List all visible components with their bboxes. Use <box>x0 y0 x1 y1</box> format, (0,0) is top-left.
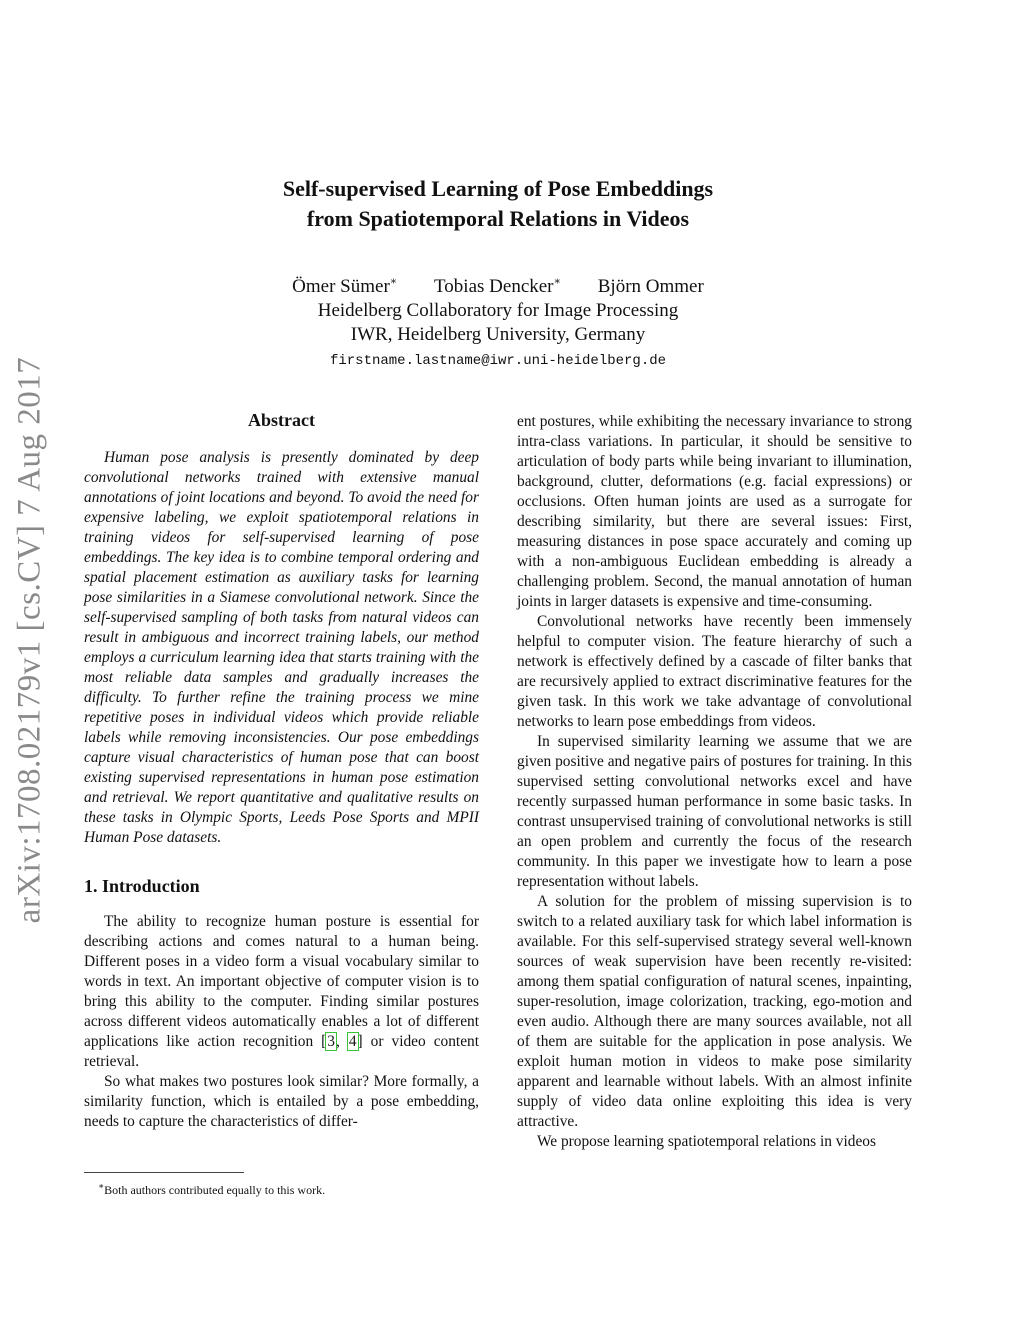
right-paragraph-2: Convolutional networks have recently been immensely helpful to computer vision. The feature hierarchy of such a network is effectively defined by a cascade of filter banks that are recursively applied to extract discriminative features for the given task. In this work we take advantage of convolutional networks to learn pose embeddings from videos. <box>517 613 912 730</box>
right-paragraph-1: ent postures, while exhibiting the necessary invariance to strong intra-class variations. In particular, it should be sensitive to articulation of body parts while being invariant to illumination, background, clutter, deformations (e.g. facial expressions) or occlusions. Often human joints are used as a surrogate for describing similarity, but there are several issues: First, measuring distances in pose space accurately and coming up with a non-ambiguous Euclidean embedding is already a challenging problem. Second, the manual annotation of human joints in larger datasets is expensive and time-consuming. <box>517 413 912 610</box>
right-paragraph-4: A solution for the problem of missing supervision is to switch to a related auxiliary task for which label information is available. For this self-supervised strategy several well-known sources of weak supervision have been recently re-visited: among them spatial configuration of natural scenes, inpainting, super-resolution, image colorization, tracking, ego-motion and even audio. Although there are many sources available, not all of them are suitable for the application in pose analysis. We exploit human motion in videos to make pose similarity apparent and learnable without labels. With an almost infinite supply of video data online exploiting this idea is very attractive. <box>517 893 912 1130</box>
citation-separator: , <box>335 1033 348 1050</box>
right-column <box>517 412 912 1152</box>
footnote <box>84 1178 325 1198</box>
author-3-name: Björn Ommer <box>597 276 704 298</box>
affiliation-line-1: Heidelberg Collaboratory for Image Processing <box>317 300 679 322</box>
author-1-mark: ∗ <box>389 276 398 288</box>
author-1-name: Ömer Sümer <box>292 276 390 298</box>
author-list <box>0 270 996 299</box>
right-paragraph-5: We propose learning spatiotemporal relations in videos <box>537 1133 876 1150</box>
footnote-text: Both authors contributed equally to this work. <box>104 1183 326 1197</box>
paper-title <box>0 174 996 234</box>
intro-p1-text-after: ] or video content retrieval. <box>84 1033 479 1070</box>
author-block <box>0 270 996 371</box>
title-line-1: Self-supervised Learning of Pose Embeddings <box>282 176 714 201</box>
affiliation-line-2: IWR, Heidelberg University, Germany <box>350 324 646 346</box>
author-2 <box>434 276 561 297</box>
author-email: firstname.lastname@iwr.uni-heidelberg.de <box>329 353 667 370</box>
introduction-heading: 1. Introduction <box>84 876 200 896</box>
abstract-body: Human pose analysis is presently dominated by deep convolutional networks trained with extensive manual annotations of joint locations and beyond. To avoid the need for expensive labeling, we exploit spatiotemporal relations in training videos for self-supervised learning of pose embeddings. The key idea is to combine temporal ordering and spatial placement estimation as auxiliary tasks for learning pose similarities in a Siamese convolutional network. Since the self-supervised sampling of both tasks from natural videos can result in ambiguous and incorrect training labels, our method employs a curriculum learning idea that starts training with the most reliable data samples and gradually increases the difficulty. To further refine the training process we mine repetitive poses in individual videos which provide reliable labels while removing inconsistencies. Our pose embeddings capture visual characteristics of human pose that can boost existing supervised representations in human pose estimation and retrieval. We report quantitative and qualitative results on these tasks in Olympic Sports, Leeds Pose Sports and MPII Human Pose datasets. <box>84 449 479 846</box>
left-column <box>84 408 479 1132</box>
title-line-2: from Spatiotemporal Relations in Videos <box>306 206 690 231</box>
author-2-mark: ∗ <box>553 276 561 288</box>
citation-link-3[interactable]: 3 <box>327 1033 335 1050</box>
intro-p1-text-before: The ability to recognize human posture is essential for describing actions and comes natural to a human being. Different poses in a video form a visual vocabulary similar to words in text. An important objective of computer vision is to bring this ability to the computer. Finding similar postures across different videos automatically enables a lot of different applications like action recognition [ <box>84 913 479 1050</box>
author-2-name: Tobias Dencker <box>434 276 554 298</box>
author-3 <box>598 276 704 297</box>
abstract-heading: Abstract <box>248 410 315 430</box>
arxiv-identifier-stamp: arXiv:1708.02179v1 [cs.CV] 7 Aug 2017 <box>11 356 48 924</box>
intro-paragraph-1 <box>84 912 479 1072</box>
footnote-divider <box>84 1172 244 1173</box>
footnote-mark: ∗ <box>98 1181 105 1191</box>
right-paragraph-3: In supervised similarity learning we assume that we are given positive and negative pairs of postures for training. In this supervised setting convolutional networks excel and have recently surpassed human performance in some basic tasks. In contrast unsupervised training of convolutional networks is still an open problem and currently the focus of the research community. In this paper we investigate how to learn a pose representation without labels. <box>517 733 912 890</box>
citation-link-4[interactable]: 4 <box>348 1033 357 1050</box>
author-1 <box>292 276 397 297</box>
intro-paragraph-2: So what makes two postures look similar? More formally, a similarity function, which is entailed by a pose embedding, needs to capture the characteristics of differ- <box>84 1073 479 1130</box>
